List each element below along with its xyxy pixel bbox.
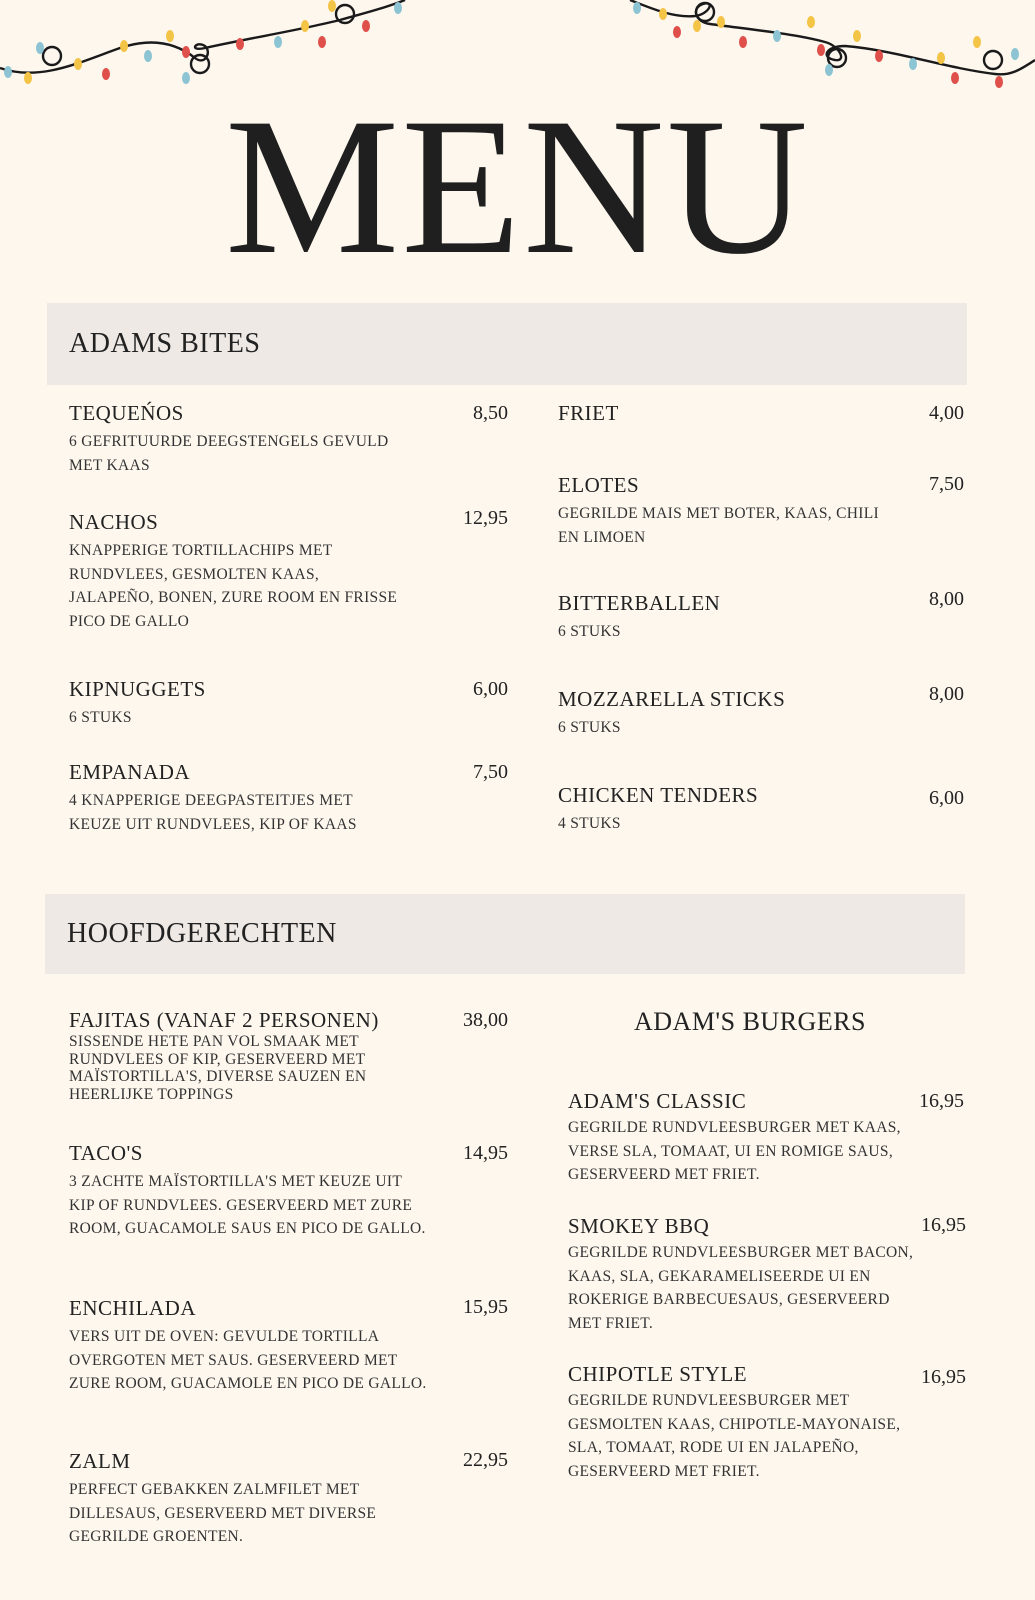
item-description: VERS UIT DE OVEN: GEVULDE TORTILLA OVERGOTEN MET SAUS. GESERVEERD MET ZURE ROOM, GUACAMOLE EN PICO DE GALLO. [69,1328,427,1392]
menu-item-enchilada [69,1295,429,1396]
item-name: NACHOS [69,510,159,534]
item-description: GEGRILDE RUNDVLEESBURGER MET KAAS, VERSE SLA, TOMAAT, UI EN ROMIGE SAUS, GESERVEERD MET FRIET. [568,1119,901,1183]
item-description: 6 STUKS [558,719,621,736]
item-description: GEGRILDE MAIS MET BOTER, KAAS, CHILI EN LIMOEN [558,505,879,546]
item-price: 14,95 [463,1142,508,1164]
item-price: 8,00 [929,588,964,610]
item-description: KNAPPERIGE TORTILLACHIPS MET RUNDVLEES, GESMOLTEN KAAS, JALAPEÑO, BONEN, ZURE ROOM EN FRISSE PICO DE GALLO [69,542,398,630]
item-price: 16,95 [921,1366,966,1388]
item-price: 8,50 [473,402,508,424]
item-name: TEQUEŃOS [69,401,184,425]
menu-item-chicken-tenders [558,782,888,836]
item-name: CHICKEN TENDERS [558,783,759,807]
item-description: 6 STUKS [558,623,621,640]
item-description: GEGRILDE RUNDVLEESBURGER MET BACON, KAAS, SLA, GEKARAMELISEERDE UI EN ROKERIGE BARBECUESAUS, GESERVEERD MET FRIET. [568,1244,914,1332]
item-description: 6 STUKS [69,709,132,726]
item-name: ZALM [69,1449,131,1473]
menu-title: MENU [224,78,811,295]
item-name: FRIET [558,401,619,425]
menu-item-smokey-bbq [568,1213,923,1335]
burgers-heading: ADAM'S BURGERS [633,1007,866,1036]
menu-item-mozzarella-sticks [558,686,888,740]
item-price: 22,95 [463,1449,508,1471]
menu-item-chipotle-style [568,1361,923,1483]
item-description: 4 STUKS [558,815,621,832]
item-description: 6 GEFRITUURDE DEEGSTENGELS GEVULD MET KAAS [69,433,389,474]
section-heading-bites: ADAMS BITES [47,303,967,385]
section-heading-mains: HOOFDGERECHTEN [45,894,965,974]
item-name: MOZZARELLA STICKS [558,687,786,711]
item-description: PERFECT GEBAKKEN ZALMFILET MET DILLESAUS, GESERVEERD MET DIVERSE GEGRILDE GROENTEN. [69,1481,377,1545]
menu-item-zalm [69,1448,429,1549]
menu-item-elotes [558,472,888,549]
item-name: SMOKEY BBQ [568,1214,710,1238]
item-price: 7,50 [473,761,508,783]
menu-item-bitterballen [558,590,888,644]
item-description: SISSENDE HETE PAN VOL SMAAK MET RUNDVLEES OF KIP, GESERVEERD MET MAÏSTORTILLA'S, DIVERSE SAUZEN EN HEERLIJKE TOPPINGS [69,1033,367,1103]
item-price: 16,95 [919,1090,964,1112]
item-price: 8,00 [929,683,964,705]
item-price: 6,00 [929,787,964,809]
item-name: ENCHILADA [69,1296,196,1320]
menu-item-tacos [69,1140,429,1241]
menu-item-adams-classic [568,1088,918,1187]
item-name: CHIPOTLE STYLE [568,1362,748,1386]
menu-item-nachos [69,509,399,633]
item-description: GEGRILDE RUNDVLEESBURGER MET GESMOLTEN KAAS, CHIPOTLE-MAYONAISE, SLA, TOMAAT, RODE UI EN JALAPEÑO, GESERVEERD MET FRIET. [568,1392,901,1480]
item-price: 16,95 [921,1214,966,1236]
menu-item-tequenos [69,400,399,477]
item-name: KIPNUGGETS [69,677,206,701]
item-price: 6,00 [473,678,508,700]
item-price: 15,95 [463,1296,508,1318]
item-description: 4 KNAPPERIGE DEEGPASTEITJES MET KEUZE UIT RUNDVLEES, KIP OF KAAS [69,792,357,833]
menu-item-empanada [69,759,369,836]
item-name: BITTERBALLEN [558,591,721,615]
menu-item-fajitas [69,1007,419,1103]
item-price: 7,50 [929,473,964,495]
item-name: TACO'S [69,1141,143,1165]
item-name: ADAM'S CLASSIC [568,1089,747,1113]
item-name: ELOTES [558,473,640,497]
item-description: 3 ZACHTE MAÏSTORTILLA'S MET KEUZE UIT KIP OF RUNDVLEES. GESERVEERD MET ZURE ROOM, GUACAMOLE SAUS EN PICO DE GALLO. [69,1173,426,1237]
item-name: FAJITAS (VANAF 2 PERSONEN) [69,1008,379,1032]
item-price: 38,00 [463,1009,508,1031]
menu-item-kipnuggets [69,676,399,730]
item-price: 4,00 [929,402,964,424]
item-price: 12,95 [463,507,508,529]
menu-item-friet [558,400,888,426]
item-name: EMPANADA [69,760,191,784]
